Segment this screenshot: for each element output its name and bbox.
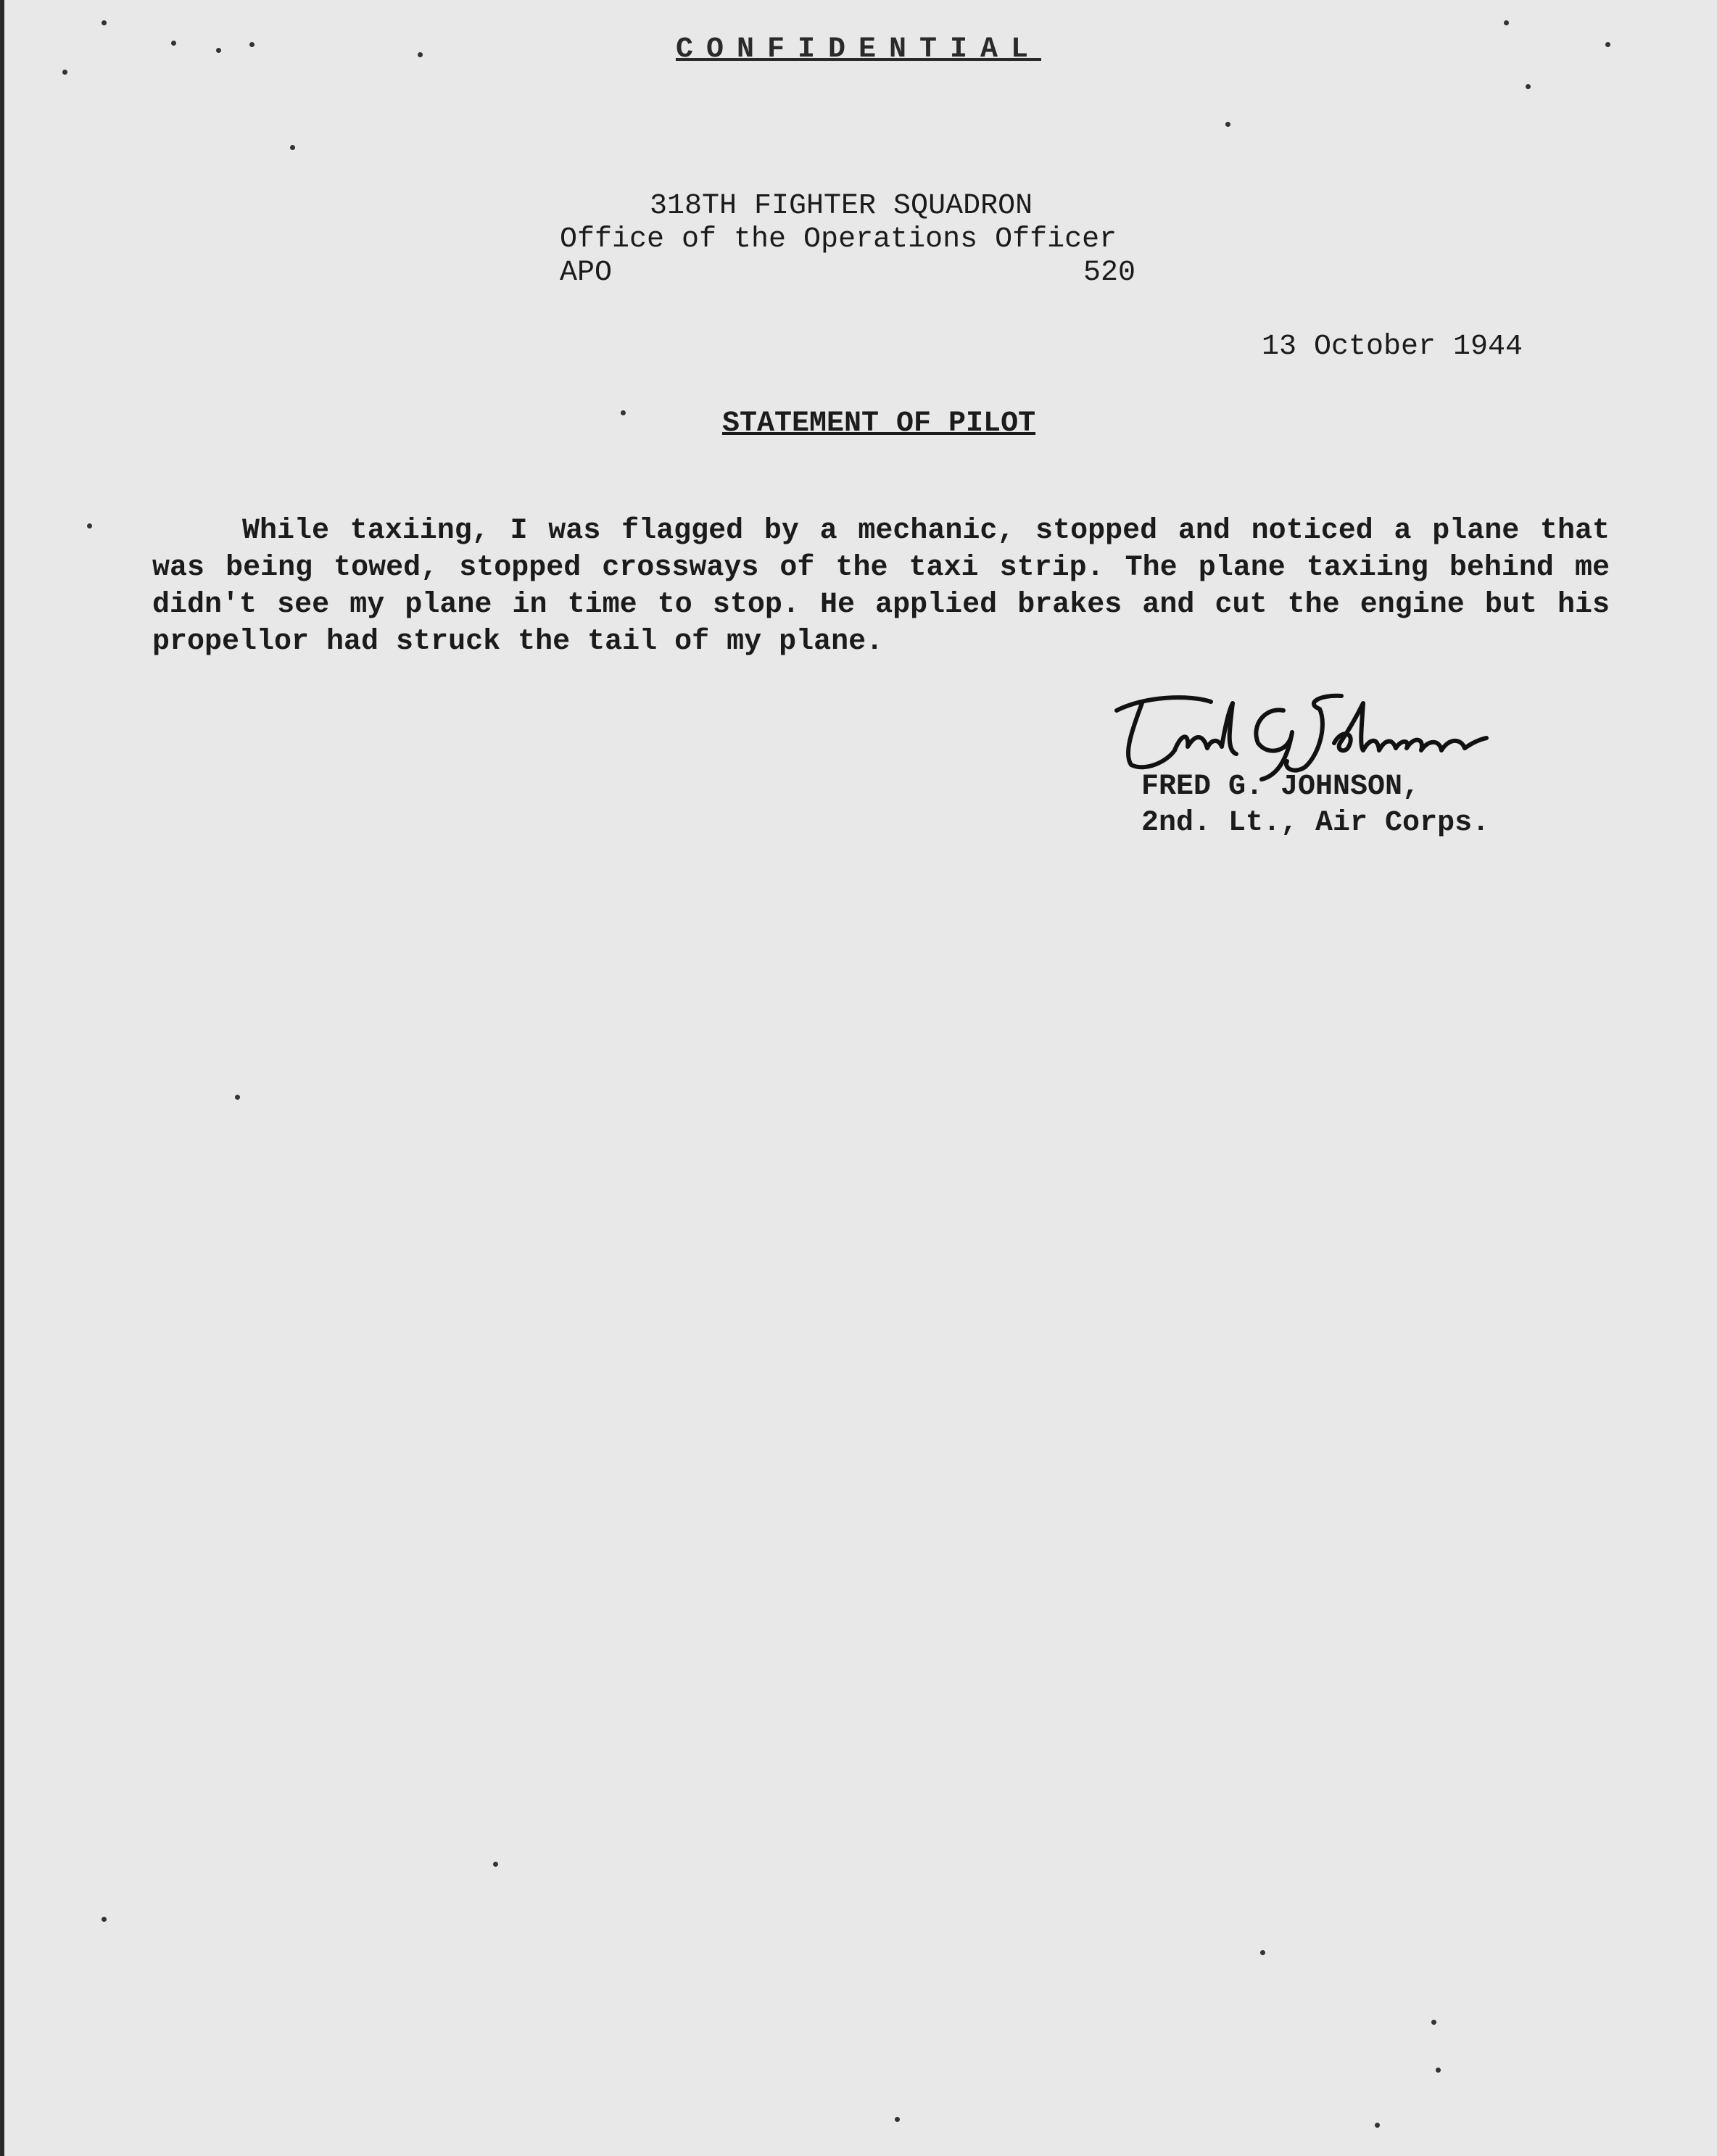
- classification-marking: CONFIDENTIAL: [675, 33, 1042, 66]
- scan-speck: [1504, 20, 1509, 25]
- apo-label: APO: [560, 257, 613, 289]
- unit-name: 318TH FIGHTER SQUADRON: [650, 190, 1033, 223]
- scan-speck: [290, 145, 295, 150]
- scan-speck: [1526, 84, 1531, 89]
- document-date: 13 October 1944: [1262, 331, 1523, 363]
- scan-speck: [621, 410, 626, 415]
- signatory-rank: 2nd. Lt., Air Corps.: [1141, 807, 1490, 839]
- scan-left-edge: [0, 0, 4, 2156]
- office-name: Office of the Operations Officer: [560, 223, 1117, 256]
- scan-speck: [235, 1095, 240, 1100]
- scan-speck: [87, 523, 92, 528]
- handwritten-signature: [1102, 681, 1494, 783]
- scan-speck: [102, 20, 107, 25]
- document-title: STATEMENT OF PILOT: [722, 407, 1036, 440]
- apo-number: 520: [1083, 257, 1135, 289]
- scan-speck: [102, 1917, 107, 1922]
- scan-speck: [1431, 2020, 1436, 2025]
- signatory-name: FRED G. JOHNSON,: [1141, 771, 1420, 803]
- scan-speck: [1375, 2123, 1380, 2128]
- scan-speck: [493, 1862, 498, 1867]
- statement-body: While taxiing, I was flagged by a mechanic, stopped and noticed a plane that was being towed, stopped crossways of the taxi strip. The plane taxiing behind me didn't see my plane in time to stop. He applied brakes and cut the engine but his propellor had struck the tail of my plane.: [152, 515, 1610, 658]
- scan-speck: [1436, 2068, 1441, 2073]
- scan-speck: [895, 2117, 900, 2122]
- scan-speck: [62, 70, 67, 75]
- apo-line: [560, 257, 1135, 290]
- letterhead: [560, 190, 1140, 290]
- scan-speck: [1260, 1950, 1265, 1955]
- scan-speck: [1225, 122, 1230, 127]
